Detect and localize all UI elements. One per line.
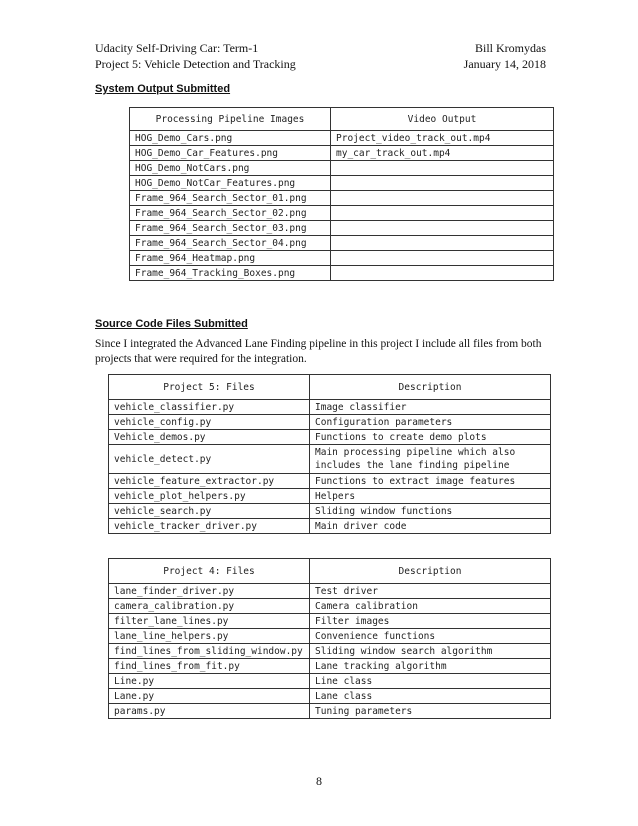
table-row [130, 236, 554, 251]
description-cell: Main processing pipeline which also includes the lane finding pipeline [310, 445, 551, 474]
table-row [109, 415, 551, 430]
file-name-cell: lane_line_helpers.py [109, 629, 310, 644]
description-cell: Tuning parameters [310, 704, 551, 719]
table-row [130, 251, 554, 266]
description-cell: Filter images [310, 614, 551, 629]
column-header: Video Output [331, 108, 554, 131]
file-name-cell: vehicle_classifier.py [109, 400, 310, 415]
document-date: January 14, 2018 [463, 57, 546, 71]
table-row [109, 489, 551, 504]
file-name-cell: vehicle_plot_helpers.py [109, 489, 310, 504]
file-name-cell: Vehicle_demos.py [109, 430, 310, 445]
description-cell: Functions to extract image features [310, 474, 551, 489]
table-row [109, 674, 551, 689]
table-row [109, 599, 551, 614]
description-cell [331, 251, 554, 266]
file-name-cell: Frame_964_Heatmap.png [130, 251, 331, 266]
table-row [109, 689, 551, 704]
file-name-cell: find_lines_from_sliding_window.py [109, 644, 310, 659]
description-cell: Lane tracking algorithm [310, 659, 551, 674]
project4-files-table [108, 558, 551, 719]
description-cell: Main driver code [310, 519, 551, 534]
system-output-table [129, 107, 554, 281]
table-row [109, 474, 551, 489]
table-row [130, 206, 554, 221]
table-body [109, 400, 551, 534]
description-cell: Functions to create demo plots [310, 430, 551, 445]
table-row [109, 400, 551, 415]
project5-files-table [108, 374, 551, 534]
description-cell: Camera calibration [310, 599, 551, 614]
table-row [130, 176, 554, 191]
table-header-row [109, 559, 551, 584]
file-name-cell: HOG_Demo_NotCars.png [130, 161, 331, 176]
table-row [130, 221, 554, 236]
table-row [130, 146, 554, 161]
file-name-cell: HOG_Demo_NotCar_Features.png [130, 176, 331, 191]
system-output-heading: System Output Submitted [95, 83, 231, 95]
description-cell: Lane class [310, 689, 551, 704]
description-cell: Convenience functions [310, 629, 551, 644]
project-title: Project 5: Vehicle Detection and Tracking [95, 57, 296, 71]
column-header: Processing Pipeline Images [130, 108, 331, 131]
file-name-cell: Frame_964_Search_Sector_02.png [130, 206, 331, 221]
file-name-cell: find_lines_from_fit.py [109, 659, 310, 674]
description-cell: Configuration parameters [310, 415, 551, 430]
table-body [130, 131, 554, 281]
table-header-row [130, 108, 554, 131]
description-cell [331, 236, 554, 251]
description-cell [331, 191, 554, 206]
column-header: Description [310, 559, 551, 584]
file-name-cell: Frame_964_Search_Sector_01.png [130, 191, 331, 206]
table-row [130, 161, 554, 176]
file-name-cell: vehicle_feature_extractor.py [109, 474, 310, 489]
page-header-right [464, 40, 546, 72]
table-row [109, 430, 551, 445]
description-cell [331, 266, 554, 281]
file-name-cell: Line.py [109, 674, 310, 689]
description-cell [331, 221, 554, 236]
description-cell [331, 176, 554, 191]
table-row [109, 504, 551, 519]
file-name-cell: Frame_964_Tracking_Boxes.png [130, 266, 331, 281]
description-cell [331, 206, 554, 221]
source-code-paragraph: Since I integrated the Advanced Lane Finding pipeline in this project I include all files from both projects that were required for the integration. [95, 338, 542, 365]
author-name: Bill Kromydas [475, 41, 546, 55]
table-row [130, 191, 554, 206]
column-header: Description [310, 375, 551, 400]
description-cell: Test driver [310, 584, 551, 599]
table-row [109, 584, 551, 599]
file-name-cell: HOG_Demo_Cars.png [130, 131, 331, 146]
table-row [109, 659, 551, 674]
file-name-cell: Lane.py [109, 689, 310, 704]
description-cell: Sliding window search algorithm [310, 644, 551, 659]
table-body [109, 584, 551, 719]
description-cell [331, 161, 554, 176]
table-row [109, 629, 551, 644]
table-row [109, 704, 551, 719]
table-row [109, 519, 551, 534]
file-name-cell: filter_lane_lines.py [109, 614, 310, 629]
file-name-cell: camera_calibration.py [109, 599, 310, 614]
file-name-cell: vehicle_tracker_driver.py [109, 519, 310, 534]
page-number: 8 [316, 774, 322, 788]
table-row [130, 266, 554, 281]
table-row [109, 445, 551, 474]
file-name-cell: lane_finder_driver.py [109, 584, 310, 599]
file-name-cell: vehicle_search.py [109, 504, 310, 519]
description-cell: Image classifier [310, 400, 551, 415]
description-cell: my_car_track_out.mp4 [331, 146, 554, 161]
source-code-heading: Source Code Files Submitted [95, 318, 248, 330]
column-header: Project 5: Files [109, 375, 310, 400]
file-name-cell: vehicle_detect.py [109, 445, 310, 474]
file-name-cell: params.py [109, 704, 310, 719]
column-header: Project 4: Files [109, 559, 310, 584]
course-title: Udacity Self-Driving Car: Term-1 [95, 41, 259, 55]
file-name-cell: Frame_964_Search_Sector_03.png [130, 221, 331, 236]
file-name-cell: Frame_964_Search_Sector_04.png [130, 236, 331, 251]
table-row [109, 644, 551, 659]
description-cell: Sliding window functions [310, 504, 551, 519]
table-row [109, 614, 551, 629]
table-row [130, 131, 554, 146]
file-name-cell: HOG_Demo_Car_Features.png [130, 146, 331, 161]
description-cell: Helpers [310, 489, 551, 504]
description-cell: Project_video_track_out.mp4 [331, 131, 554, 146]
description-cell: Line class [310, 674, 551, 689]
file-name-cell: vehicle_config.py [109, 415, 310, 430]
page-header-left [95, 40, 296, 72]
table-header-row [109, 375, 551, 400]
